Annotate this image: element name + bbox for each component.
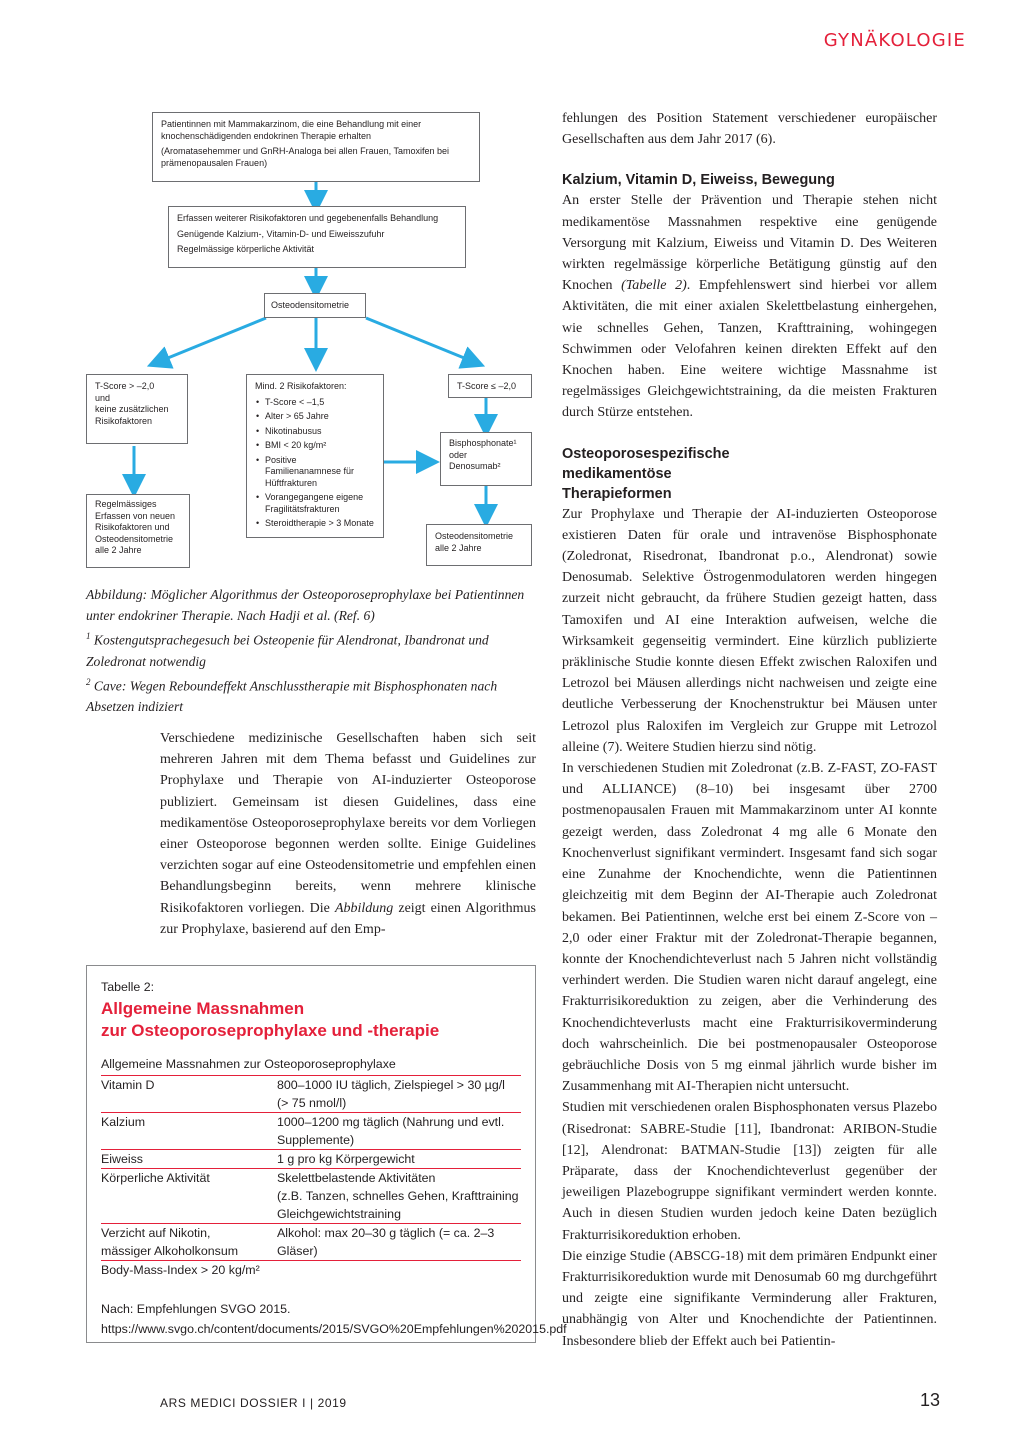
- risk-factor-item: • Positive Familienanamnese für Hüftfrakturen: [265, 455, 375, 490]
- row-key: Kalzium: [101, 1115, 146, 1129]
- heading-kalzium: Kalzium, Vitamin D, Eiweiss, Bewegung: [562, 172, 835, 189]
- risk-factor-item: • Nikotinabusus: [265, 426, 375, 438]
- right-p3: In verschiedenen Studien mit Zoledronat (z.B. Z-FAST, ZO-FAST und ALLIANCE) (8–10) bei insgesamt über 2700 postmenopausalen Frauen mit Mammakarzinom unter AI konnte gezeigt werden, dass Zoledronat 4 mg alle 6 Monate den Knochenverlust signifikant vermindert. Insgesamt fand sich sogar eine Zunahme der Knochendichte, wenn die Patientinnen gleichzeitig mit dem Beginn der AI-Therapie auch Zoledronat bekamen. Bei Patientinnen, welche erst bei einem Z-Score von –2,0 oder einer Fraktur mit der Zoledronat-Therapie begannen, konnte der Knochendichteverlust nach 5 Jahren nicht vollständig verhindert werden. Die Studien waren nicht darauf angelegt, eine Frakturrisikoreduktion zu zeigen, aber die Verhinderung des Knochendichteverlusts macht eine Frakturrisikoverminderung doch wahrscheinlich. Die bei postmenopausaler Osteoporose gebräuchliche Dosis von 5 mg einmal jährlich wurde bisher im Zusammenhang mit AI-Therapien nicht untersucht.: [562, 761, 937, 1095]
- box-risk-line3: Regelmässige körperliche Aktivität: [177, 244, 315, 254]
- box-patients: [152, 112, 480, 182]
- row-value: Alkohol: max 20–30 g täglich (= ca. 2–3 Gläser): [277, 1226, 495, 1258]
- table-title-line2: zur Osteoporoseprophylaxe und -therapie: [101, 1021, 440, 1040]
- algorithm-flowchart: [0, 0, 560, 580]
- right-p1-b: . Empfehlenswert sind hierbei vor allem Aktivitäten, die mit einer axialen Skelettbelastung einhergehen, wie schnelles Gehen, Tanzen, Krafttraining, wohingegen Schwimmen oder Velofahren keinen direkten Effekt auf den Knochen haben. Eine weitere wichtige Massnahme ist regelmässiges Gleichgewichtstraining, da die meisten Frakturen durch Stürze entstehen.: [562, 278, 937, 421]
- right-p4: Studien mit verschiedenen oralen Bisphosphonaten versus Plazebo (Risedronat: SABRE-Studie [11], Ibandronat: ARIBON-Studie [12], Alendronat: BATMAN-Studie [13]) zeigten für alle Präparate, dass der Knochendichteverlust gegenüber der jeweiligen Plazebogruppe signifikant vermindert werden konnte. Auch in diesen Studien wurden jedoch keine Daten bezüglich Frakturrisikoreduktion erhoben.: [562, 1100, 937, 1243]
- row-value: 800–1000 IU täglich, Zielspiegel > 30 µg/l (> 75 nmol/l): [277, 1078, 505, 1110]
- box-risk-factors: [168, 206, 466, 268]
- heading-therapy: Osteoporosespezifische medikamentöse Therapieformen: [562, 445, 730, 502]
- risk-factor-item: • Alter > 65 Jahre: [265, 411, 375, 423]
- right-p1-a: An erster Stelle der Prävention und Therapie stehen nicht medikamentöse Massnahmen respektive eine genügende Versorgung mit Kalzium, Eiweiss und Vitamin D. Des Weiteren wirkten regelmässige körperliche Betätigung günstig auf den Knochen: [562, 193, 937, 294]
- table-title-line1: Allgemeine Massnahmen: [101, 999, 305, 1018]
- right-p1: [562, 190, 937, 423]
- risk-factors-list: [255, 397, 375, 530]
- box-min-risk-factors: [246, 374, 384, 538]
- table-label: Tabelle 2:: [101, 980, 155, 994]
- row-value: Skelettbelastende Aktivitäten (z.B. Tanzen, schnelles Gehen, Krafttraining Gleichgewichtstraining: [277, 1171, 519, 1221]
- right-p1-em: (Tabelle 2): [621, 278, 687, 294]
- box-bisphosphonate: Bisphosphonate¹ oder Denosumab²: [440, 432, 532, 486]
- table-row: [101, 1260, 521, 1279]
- caption-note-2: [86, 672, 536, 718]
- left-p1-em: Abbildung: [334, 900, 394, 916]
- section-title: GYNÄKOLOGIE: [823, 30, 966, 51]
- row-key: Körperliche Aktivität: [101, 1171, 210, 1185]
- table-2: [86, 965, 567, 1343]
- box-osteodensitometry: Osteodensitometrie: [264, 293, 366, 318]
- left-p1-b: zeigt einen Algorithmus zur Prophylaxe, basierend auf den Emp-: [160, 900, 537, 937]
- right-p5: Die einzige Studie (ABSCG-18) mit dem primären Endpunkt einer Frakturrisikoreduktion wurde mit Denosumab 60 mg durchgeführt und zeigte eine signifikante Verminderung aller Frakturen, unabhängig von Alter und Knochendichte der Patientinnen. Insbesondere blieb der Effekt auch bei Patientin-: [562, 1248, 937, 1349]
- table-row: [101, 1224, 521, 1261]
- left-column: [160, 728, 536, 940]
- table-row: [101, 1169, 521, 1224]
- risk-factors-title: Mind. 2 Risikofaktoren:: [255, 381, 347, 391]
- row-value: 1 g pro kg Körpergewicht: [277, 1152, 415, 1166]
- table-subheader: Allgemeine Massnahmen zur Osteoporoseprophylaxe: [101, 1056, 521, 1076]
- box-risk-line1: Erfassen weiterer Risikofaktoren und gegebenenfalls Behandlung: [177, 213, 439, 223]
- risk-factor-item: • Steroidtherapie > 3 Monate: [265, 518, 375, 530]
- table-title: [101, 998, 521, 1042]
- row-key: Body-Mass-Index > 20 kg/m²: [101, 1263, 260, 1277]
- risk-factor-item: • T-Score < –1,5: [265, 397, 375, 409]
- table-row: [101, 1076, 521, 1113]
- right-p0: fehlungen des Position Statement verschiedener europäischer Gesellschaften aus dem Jahr 2017 (6).: [562, 111, 937, 148]
- table-row: [101, 1150, 521, 1169]
- box-risk-line2: Genügende Kalzium-, Vitamin-D- und Eiweisszufuhr: [177, 228, 385, 239]
- note-1-mark: 1: [86, 631, 91, 641]
- box-osteodensitometry-2y: Osteodensitometrie alle 2 Jahre: [426, 524, 532, 566]
- left-paragraph: [160, 728, 536, 940]
- arrow-left: [158, 318, 266, 362]
- box-patients-line2: (Aromatasehemmer und GnRH-Analoga bei allen Frauen, Tamoxifen bei prämenopausalen Frauen): [161, 146, 449, 168]
- row-key: Vitamin D: [101, 1078, 155, 1092]
- figure-caption: [86, 584, 536, 717]
- table-source: Nach: Empfehlungen SVGO 2015. https://www.svgo.ch/content/documents/2015/SVGO%20Empfehlungen%202015.pdf: [101, 1302, 567, 1336]
- right-p2: Zur Prophylaxe und Therapie der AI-induzierten Osteoporose existieren Daten für orale und intravenöse Bisphosphonate (Zoledronat, Risedronat, Ibandronat p.o., Alendronat) sowie Denosumab. Selektive Östrogenmodulatoren werden hingegen zurzeit nicht gebraucht, da frühere Studien gezeigt hatten, dass Tamoxifen und AI eine Interaktion aufweisen, welche die Wirksamkeit gegenseitig vermindert. Eine kürzlich publizierte präklinische Studie konnte diesen Effekt zwischen Raloxifen und Letrozol bei Mäusen allerdings nicht nachweisen und zeigte eine deutliche Verbesserung der Knochenstruktur bei Mäusen unter Letrozol plus Raloxifen im Vergleich zur Gruppe mit Letrozol alleine (7). Weitere Studien hierzu sind nötig.: [562, 506, 937, 755]
- caption-main: Abbildung: Möglicher Algorithmus der Osteoporoseprophylaxe bei Patientinnen unter endokriner Therapie. Nach Hadji et al. (Ref. 6): [86, 587, 525, 623]
- risk-factor-item: • BMI < 20 kg/m²: [265, 440, 375, 452]
- row-key: Verzicht auf Nikotin, mässiger Alkoholkonsum: [101, 1226, 239, 1258]
- box-tscore-low: T-Score ≤ –2,0: [448, 374, 532, 398]
- journal-footer: ARS MEDICI DOSSIER I | 2019: [160, 1396, 347, 1410]
- note-2-mark: 2: [86, 676, 91, 687]
- caption-note-1: [86, 626, 536, 672]
- left-p1-a: Verschiedene medizinische Gesellschaften haben sich seit mehreren Jahren mit dem Thema befasst und Guidelines zur Prophylaxe und Therapie von AI-induzierter Osteoporose publiziert. Gemeinsam ist diesen Guidelines, dass eine medikamentöse Osteoporoseprophylaxe bereits vor dem Vorliegen einer Osteoporose begonnen werden sollte. Einige Guidelines verzichten sogar auf eine Osteodensitometrie und empfehlen einen Behandlungsbeginn bereits, wenn mehrere klinische Risikofaktoren vorliegen. Die: [160, 731, 536, 916]
- box-tscore-high: T-Score > –2,0 und keine zusätzlichen Risikofaktoren: [86, 374, 188, 444]
- right-column: [562, 108, 937, 1352]
- note-1-text: Kostengutsprachegesuch bei Osteopenie für Alendronat, Ibandronat und Zoledronat notwendig: [86, 632, 489, 669]
- row-key: Eiweiss: [101, 1152, 143, 1166]
- box-regular-assessment: Regelmässiges Erfassen von neuen Risikofaktoren und Osteodensitometrie alle 2 Jahre: [86, 494, 190, 568]
- table-row: [101, 1113, 521, 1150]
- box-patients-line1: Patientinnen mit Mammakarzinom, die eine Behandlung mit einer knochenschädigenden endokrinen Therapie erhalten: [161, 119, 422, 141]
- risk-factor-item: • Vorangegangene eigene Fragilitätsfrakturen: [265, 492, 375, 515]
- arrow-right: [366, 318, 474, 362]
- page-number: 13: [919, 1390, 940, 1410]
- row-value: 1000–1200 mg täglich (Nahrung und evtl. Supplemente): [277, 1115, 505, 1147]
- note-2-text: Cave: Wegen Reboundeffekt Anschlusstherapie mit Bisphosphonaten nach Absetzen indiziert: [86, 678, 498, 715]
